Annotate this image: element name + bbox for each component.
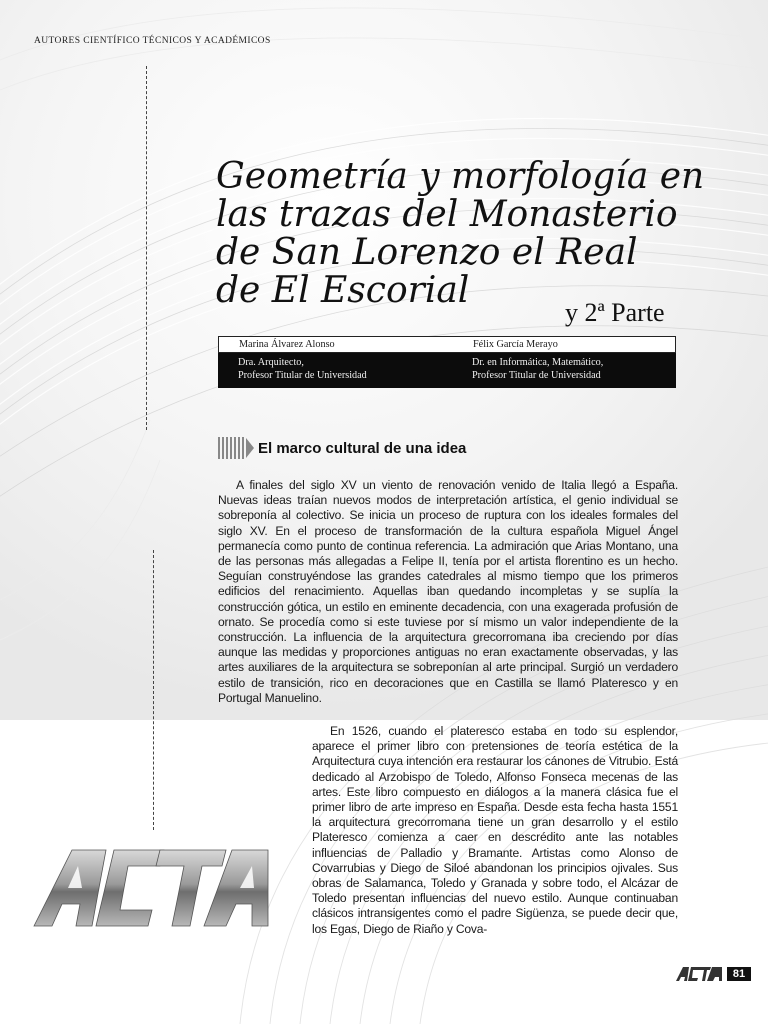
author-affiliation (218, 356, 452, 382)
arrow-tip-icon (246, 438, 254, 458)
author-name: Félix García Merayo (473, 339, 558, 350)
section-title: El marco cultural de una idea (258, 439, 467, 457)
section-heading (218, 437, 466, 459)
acta-logo (32, 846, 272, 928)
section-arrow-icon (218, 437, 244, 459)
acta-footer-logo (676, 967, 722, 981)
paragraph-text: A finales del siglo XV un viento de renovación venido de Italia llegó a España. Nuevas ideas traían nuevos modos de interpretación artística, el genio individual se sobreponía al colectivo. Se inicia un proceso de ruptura con los ideales formales del siglo XV. En el proceso de transformación de la cultura española Miguel Ángel permanecía como punto de continua referencia. La admiración que Arias Montano, una de las personas más allegadas a Felipe II, tenía por el artista florentino es un hecho. Seguían construyéndose las grandes catedrales al mismo tiempo que los primeros edificios del renacimiento. Aquellas iban quedando incompletas y se suplía la construcción gótica, un estilo en eminente decadencia, con una exagerada profusión de ornato. Se procedía como si este tuviese por sí mismo un valor independiente de la construcción. La influencia de la arquitectura grecorromana iba creciendo por días aunque las medidas y proporciones antiguas no eran exactamente observadas, y las artes auxiliares de la arquitectura se sobreponían al arte principal. Surgió un verdadero estilo de transición, rico en decoraciones que en Castilla se llamó Plateresco y en Portugal Manuelino. (218, 478, 678, 705)
margin-dashed-rule-top (146, 66, 147, 430)
page-number: 81 (727, 967, 751, 981)
authors-block (218, 336, 676, 388)
body-paragraph (312, 724, 678, 937)
article-title (216, 156, 705, 311)
author-affiliation-line: Dr. en Informática, Matemático, (472, 357, 604, 368)
body-paragraph (218, 478, 678, 706)
author-name: Marina Álvarez Alonso (239, 339, 335, 350)
title-line: Geometría y morfología en (216, 156, 705, 197)
title-line: de El Escorial (216, 270, 470, 311)
article-subtitle: y 2ª Parte (565, 298, 665, 327)
title-line: las trazas del Monasterio (216, 194, 678, 235)
margin-dashed-rule-bottom (153, 550, 154, 830)
title-line: de San Lorenzo el Real (216, 232, 638, 273)
author-affiliation-line: Dra. Arquitecto, (238, 357, 304, 368)
author-names-row (218, 336, 676, 353)
author-affiliation (452, 356, 603, 382)
paragraph-text: En 1526, cuando el plateresco estaba en todo su esplendor, aparece el primer libro con pretensiones de teoría estética de la Arquitectura cuya intención era restaurar los cánones de Vitrubio. Está dedicado al Arzobispo de Toledo, Alfonso Fonseca mecenas de las artes. Este libro compuesto en diálogos a la manera clásica fue el primer libro de arte impreso en España. Desde esta fecha hasta 1551 la arquitectura grecorromana tiene un gran desarrollo y el estilo Plateresco comienza a caer en descrédito ante las notables influencias de Palladio y Bramante. Artistas como Alonso de Covarrubias y Diego de Siloé abandonan los principios ojivales. Sus obras de Salamanca, Toledo y Granada y sobre todo, el Alcázar de Toledo presentan influencias del nuevo estilo. Aunque continuaban clásicos intransigentes como el padre Sigüenza, se puede decir que, los Egas, Diego de Riaño y Cova- (312, 724, 678, 936)
author-affiliation-line: Profesor Titular de Universidad (472, 370, 601, 381)
author-titles-row (218, 353, 676, 388)
page-header: AUTORES CIENTÍFICO TÉCNICOS Y ACADÉMICOS (34, 36, 271, 46)
author-affiliation-line: Profesor Titular de Universidad (238, 370, 367, 381)
